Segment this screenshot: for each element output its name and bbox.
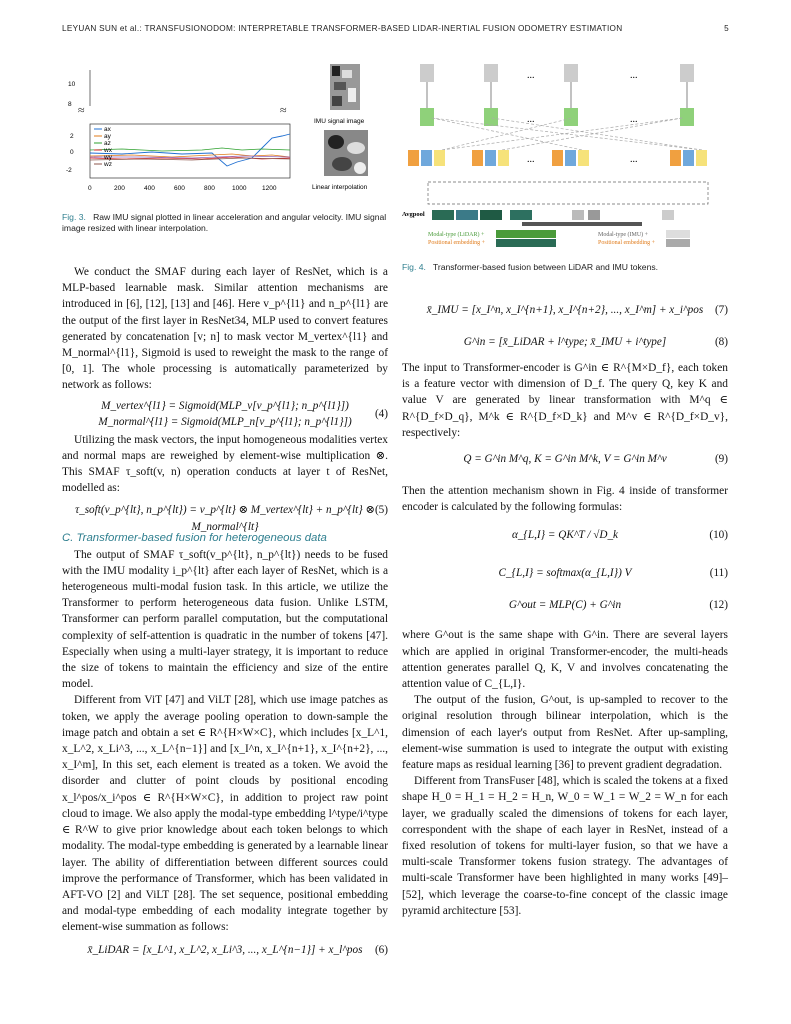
equation-5 <box>62 502 388 533</box>
paragraph-attention: Then the attention mechanism shown in Fig. 4 inside of transformer encoder is calculated by the following formulas: <box>402 485 728 514</box>
equation-4 <box>62 398 388 432</box>
x-tick-1200: 1200 <box>262 185 277 192</box>
legend-ax: ax <box>104 126 111 133</box>
equation-10-body: α_{L,I} = QK^T / √D_k <box>511 529 619 542</box>
x-tick-800: 800 <box>204 185 215 192</box>
left-column <box>62 264 388 964</box>
lidar-patches <box>432 210 642 226</box>
equation-11-body: C_{L,I} = softmax(α_{L,I}) V <box>498 567 632 580</box>
equation-11 <box>402 565 728 597</box>
page-number: 5 <box>724 24 729 33</box>
figure-3-label: Fig. 3. <box>62 212 86 222</box>
equation-10-number: (10) <box>709 529 728 542</box>
pos-lidar-label: Positional embedding + <box>428 240 486 246</box>
modal-imu-label: Modal-type (IMU) + <box>598 232 649 238</box>
equation-11-number: (11) <box>709 567 728 580</box>
equation-6 <box>62 942 388 964</box>
equation-10 <box>402 527 728 565</box>
pos-imu-label: Positional embedding + <box>598 240 656 246</box>
running-header <box>62 24 729 38</box>
equation-6-body: x̄_LiDAR = [x_L^1, x_L^2, x_Li^3, ..., x_L^{n−1}] + x_l^pos <box>87 943 363 956</box>
paragraph-smaf-intro: We conduct the SMAF during each layer of ResNet, which is a MLP-based learnable mask. Similar attention mechanisms are introduced in [6], [12], [13] and [46]. Here v_p^{l1} and n_p^{l1} are the output of the first layer in ResNet34, MLP used to convert features generated by concatenation [v; n] to mask vector M_vertex^{l1} and M_normal^{l1}, Sigmoid is used to reweight the mask to the range of [0, 1]. The whole processing is automatically parameterized by network as follows: <box>62 266 388 392</box>
svg-text:≈: ≈ <box>78 103 85 117</box>
dots-qkv-2: ... <box>630 154 638 165</box>
y-tick-bottom-1: 2 <box>70 133 74 140</box>
fusion-diagram <box>402 58 728 250</box>
dots-mid-2: ... <box>630 114 638 125</box>
equation-5-body: τ_soft(v_p^{lt}, n_p^{lt}) = v_p^{lt} ⊗ M_vertex^{lt} + n_p^{lt} ⊗ M_normal^{lt} <box>75 504 375 533</box>
equation-4b: M_normal^{l1} = Sigmoid(MLP_n[v_p^{l1}; n_p^{l1}]) <box>98 415 352 428</box>
imu-patches <box>572 210 674 220</box>
equation-4a: M_vertex^{l1} = Sigmoid(MLP_v[v_p^{l1}; n_p^{l1}]) <box>101 399 349 412</box>
plot-legend <box>94 126 113 168</box>
right-column <box>402 302 728 919</box>
equation-5-number: (5) <box>374 504 388 517</box>
equation-12 <box>402 597 728 627</box>
y-tick-bottom-3: -2 <box>66 167 72 174</box>
svg-text:≈: ≈ <box>280 103 287 117</box>
interpolation-label: Linear interpolation <box>312 184 368 191</box>
interpolated-image <box>324 130 368 176</box>
paragraph-fusion-task: The output of SMAF τ_soft(v_p^{lt}, n_p^{lt}) needs to be fused with the IMU modality i_p^{lt} after each layer of ResNet, which is a heterogeneous multi-modal fusion task. In this article, we utilize the Transformer to perform heterogeneous data fusion. Unlike LSTM, Transformer can perform parallel computation, but the computational complexity of self-attention is quadratic in the number of tokens [47]. Especially when using a multi-layer strategy, it is important to reduce the size of tokens to maintain the efficiency and size of the entire model. <box>62 548 388 691</box>
equation-12-number: (12) <box>709 599 728 612</box>
x-tick-600: 600 <box>174 185 185 192</box>
y-tick-bottom-2: 0 <box>70 149 74 156</box>
figure-4-caption-text: Transformer-based fusion between LiDAR and IMU tokens. <box>432 262 659 272</box>
x-tick-0: 0 <box>88 185 92 192</box>
dots-top-2: ... <box>630 70 638 81</box>
equation-12-body: G^out = MLP(C) + G^in <box>508 599 622 612</box>
equation-8-number: (8) <box>714 336 728 348</box>
equation-7 <box>402 302 728 334</box>
paragraph-tokens: Different from ViT [47] and ViLT [28], which use image patches as token, we apply the average pooling operation to down-sample the image patch and obtain a set ∈ R^{H×W×C}, which includes [x_L^1, x_L^2, x_Li^3, ..., x_L^{n−1}] and [x_I^n, x_I^{n+1}, x_I^{n+2}, ..., x_I^m], In this set, each element is treated as a token. We avoid the disorder and clutter of point clouds by positional encoding x_l^pos/x_i^pos ∈ R^{H×W×C}, in addition to project raw point cloud to image. We also apply the modal-type embedding l^type/i^type ∈ R^W to give prior knowledge about each token belongs to which modality. The modal-type embedding is generated by a learnable linear layer. The ability of differentiation between different sources could improve the performance of Transformer, which has been validated in AFT-VO [2] and ViLT [28]. The set sequence, positional embedding and modal-type embedding of each modality integrate together by element-wise summation as follows: <box>62 694 388 934</box>
paragraph-gout: where G^out is the same shape with G^in. There are several layers which are applied in original Transformer-encoder, the multi-heads attention generates parallel Q, K, V and involves concatenating the attention value of C_{L,I}. <box>402 629 728 691</box>
legend-wx: wx <box>104 147 112 154</box>
equation-6-number: (6) <box>374 943 388 956</box>
running-title: LEYUAN SUN et al.: TRANSFUSIONODOM: INTERPRETABLE TRANSFORMER-BASED LIDAR-INERTIAL FUSION ODOMETRY ESTIMATION <box>62 24 623 33</box>
figure-4-label: Fig. 4. <box>402 262 426 272</box>
figure-4-caption <box>402 262 728 273</box>
dots-qkv-1: ... <box>527 154 535 165</box>
paragraph-smaf-op: Utilizing the mask vectors, the input homogeneous modalities vertex and normal maps are reweighed by element-wise multiplication ⊗. This SMAF τ_soft(v, n) operation conducts at layer t of ResNet, modelled as: <box>62 433 388 495</box>
imu-signal-image <box>330 64 360 110</box>
legend-wy: wy <box>104 154 112 161</box>
avgpool-label: Avgpool <box>402 211 425 218</box>
imu-signal-image-label: IMU signal image <box>314 118 365 125</box>
equation-4-number: (4) <box>374 407 388 420</box>
legend-ay: ay <box>104 133 111 140</box>
figure-3-caption-text: Raw IMU signal plotted in linear acceleration and angular velocity. IMU signal image resized with linear interpolation. <box>62 212 387 233</box>
legend-az: az <box>104 140 111 147</box>
dots-top-1: ... <box>527 70 535 81</box>
figure-3 <box>62 58 392 208</box>
equation-8 <box>402 334 728 360</box>
y-tick-top-1: 10 <box>68 81 76 88</box>
equation-7-body: x̄_IMU = [x_I^n, x_I^{n+1}, x_I^{n+2}, ..., x_I^m] + x_i^pos <box>426 304 704 316</box>
figure-4 <box>402 58 728 250</box>
equation-9-body: Q = G^in M^q, K = G^in M^k, V = G^in M^v <box>463 453 667 466</box>
equation-9-number: (9) <box>714 453 728 466</box>
legend-wz: wz <box>104 161 112 168</box>
equation-9 <box>402 451 728 483</box>
figure-3-caption <box>62 212 392 234</box>
imu-signal-plot <box>62 58 392 208</box>
paragraph-encoder-input: The input to Transformer-encoder is G^in ∈ R^{M×D_f}, each token is a feature vector with dimension of D_f. The query Q, key K and value V are generated by linear transformation with M^q ∈ R^{D_f×D_q}, M^k ∈ R^{D_f×D_k} and M^v ∈ R^{D_f×D_v}, respectively: <box>402 362 728 439</box>
paragraph-multiscale: Different from TransFuser [48], which is scaled the tokens at a fixed shape H_0 = H_1 = H_2 = H_n, W_0 = W_1 = W_2 = W_n for each layer, we gradually scaled the dimensions of tokens for each layer, correspondent with the shape of each layer in ResNet, instead of a fixed resolution of tokens for multi-layer fusion, so that we have a multi-scale Transformer tokens fusion strategy. The advantages of multi-scale Transformer have been highlighted in many works [49]–[52], which leverage the coarse-to-fine concept of the classic image pyramid architecture [53]. <box>402 775 728 917</box>
section-heading: C. Transformer-based fusion for heterogeneous data <box>62 532 327 545</box>
y-tick-top-2: 8 <box>68 101 72 108</box>
equation-7-number: (7) <box>714 304 728 316</box>
paragraph-upsample: The output of the fusion, G^out, is up-sampled to recover to the original resolution through bilinear interpolation, which is the dimension of each layer's output from ResNet. After up-sampling, element-wise summation is used to integrate the output with existing feature maps as residual learning [36] to prevent gradient degradation. <box>402 694 728 772</box>
dots-mid-1: ... <box>527 114 535 125</box>
modal-lidar-label: Modal-type (LiDAR) + <box>428 232 485 238</box>
x-tick-200: 200 <box>114 185 125 192</box>
x-tick-400: 400 <box>144 185 155 192</box>
equation-8-body: G^in = [x̄_LiDAR + l^type; x̄_IMU + i^type] <box>463 336 667 348</box>
x-tick-1000: 1000 <box>232 185 247 192</box>
